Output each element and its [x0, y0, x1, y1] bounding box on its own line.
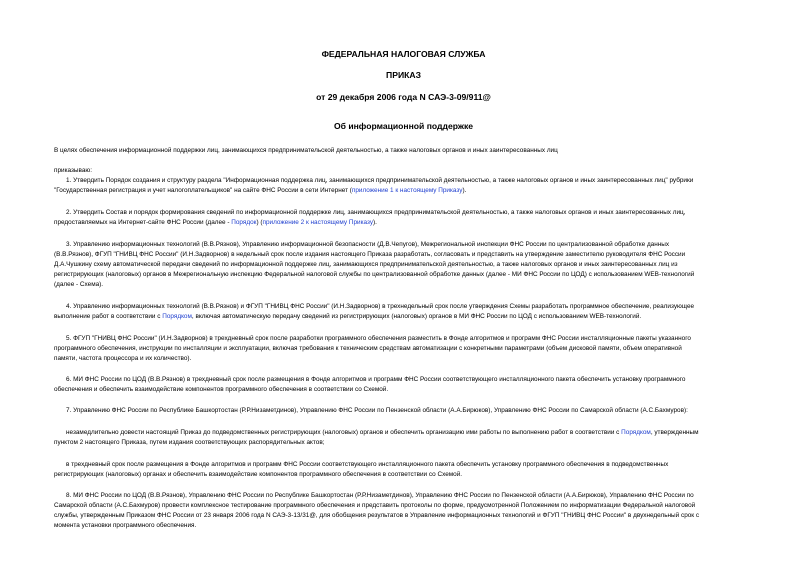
procedure-link[interactable]: Порядком	[162, 313, 192, 320]
agency-title: ФЕДЕРАЛЬНАЯ НАЛОГОВАЯ СЛУЖБА	[321, 49, 486, 59]
paragraph-2-line-1: 2. Утвердить Состав и порядок формирования сведений по информационной поддержке лиц, занимающихся предпринимательской деятельностью, а также налоговых органов и иных заинтересованных лиц,	[66, 209, 686, 216]
paragraph-7-line-1: 7. Управлению ФНС России по Республике Башкортостан (Р.Р.Низаметдинов), Управлению ФНС России по Пензенской области (А.А.Бирюков), Управлению ФНС России по Самарской области (А.С.Бахмуров):	[66, 407, 688, 414]
preamble-text: В целях обеспечения информационной поддержки лиц, занимающихся предпринимательской деятельностью, а также налоговых органов и иных заинтересованных лиц	[54, 147, 558, 154]
paragraph-8-line-3: службы, утвержденным Приказом ФНС России от 23 января 2006 года N САЭ-3-13/31@, для обобщения результатов в Управление информационных технологий и ФГУП "ГНИВЦ ФНС России" в двухнедельный срок с	[54, 512, 700, 519]
paragraph-5-line-1: 5. ФГУП "ГНИВЦ ФНС России" (И.Н.Задворнов) в трехдневный срок после разработки программного обеспечения разместить в Фонде алгоритмов и программ ФНС России инсталляционные пакеты указанного	[66, 335, 691, 342]
paragraph-7b-line-1: в трехдневный срок после размещения в Фонде алгоритмов и программ ФНС России соответствующего инсталляционного пакета обеспечить установку программного обеспечения в подведомственных	[66, 461, 669, 468]
paragraph-4-line-2: выполнение работ в соответствии с Порядком, включая автоматическую передачу сведений из регистрирующих (налоговых) органов в МИ ФНС России по ЦОД с использованием WEB-технологий.	[54, 313, 642, 320]
paragraph-7a-line-1: незамедлительно довести настоящий Приказ до подведомственных регистрирующих (налоговых) органов и обеспечить организацию ими работы по выполнению работ в соответствии с Порядком, утвержденным	[66, 429, 699, 436]
paragraph-7b-line-2: регистрирующих (налоговых) органах и обеспечить взаимодействие компонентов программного обеспечения в соответствии со Схемой.	[54, 471, 463, 478]
paragraph-5-line-2: программного обеспечения, инструкции по инсталляции и эксплуатации, включая требования к техническим средствам автоматизации с конкретными параметрами (объем дисковой памяти, объем оперативной	[54, 345, 682, 352]
paragraph-3-line-3: Д.А.Чушкину схему автоматической передачи сведений по информационной поддержке лиц, занимающихся предпринимательской деятельностью, а также налоговых органов и иных заинтересованных лиц из	[54, 261, 678, 268]
appendix-1-link[interactable]: приложение 1 к настоящему Приказу	[351, 187, 463, 194]
doc-type-title: ПРИКАЗ	[386, 70, 421, 80]
paragraph-6-line-1: 6. МИ ФНС России по ЦОД (В.В.Рязнов) в трехдневный срок после размещения в Фонде алгоритмов и программ ФНС России соответствующего инсталляционного пакета обеспечить установку программного	[66, 376, 686, 383]
paragraph-6-line-2: обеспечения и обеспечить взаимодействие компонентов программного обеспечения в соответствии со Схемой.	[54, 386, 389, 393]
decree-word: приказываю:	[54, 167, 92, 174]
paragraph-8-line-2: Самарской области (А.С.Бахмуров) провести комплексное тестирование программного обеспечения и представить протоколы по форме, предусмотренной Положением по информатизации Федеральной налоговой	[54, 502, 696, 509]
paragraph-5-line-3: памяти, частота процессора и их количество).	[54, 355, 192, 362]
doc-subject: Об информационной поддержке	[333, 121, 474, 131]
paragraph-3-line-5: (далее - Схема).	[54, 281, 104, 288]
paragraph-2-line-2: предоставляемых на Интернет-сайте ФНС России (далее - Порядок) (приложение 2 к настоящему Приказу).	[54, 219, 377, 226]
procedure-link[interactable]: Порядком	[621, 429, 651, 436]
paragraph-1-line-2: "Государственная регистрация и учет налогоплательщиков" на сайте ФНС России в сети Интернет (приложение 1 к настоящему Приказу).	[54, 187, 467, 194]
paragraph-3-line-2: (В.В.Рязнов), ФГУП "ГНИВЦ ФНС России" (И.Н.Задворнов) в недельный срок после издания настоящего Приказа разработать, согласовать и представить на утверждение заместителю руководителя ФНС России	[54, 251, 686, 258]
paragraph-3-line-1: 3. Управлению информационных технологий (В.В.Рязнов), Управлению информационной безопасности (Д.В.Чепугов), Межрегиональной инспекции ФНС России по централизованной обработке данных	[66, 241, 670, 248]
paragraph-4-line-1: 4. Управлению информационных технологий (В.В.Рязнов) и ФГУП "ГНИВЦ ФНС России" (И.Н.Задворнов) в трехнедельный срок после утверждения Схемы разработать программное обеспечение, реализующее	[66, 303, 695, 310]
paragraph-8-line-4: момента установки программного обеспечения.	[54, 522, 197, 529]
appendix-2-link[interactable]: приложение 2 к настоящему Приказу	[262, 219, 374, 226]
procedure-link[interactable]: Порядок	[231, 219, 257, 226]
paragraph-7a-line-2: пунктом 2 настоящего Приказа, путем издания соответствующих распорядительных актов;	[54, 439, 325, 446]
paragraph-3-line-4: регистрирующих (налоговых) органов в Межрегиональную инспекцию Федеральной налоговой службы по централизованной обработке данных (далее - МИ ФНС России по ЦОД) с использованием WEB-технологий	[54, 271, 695, 278]
doc-date-number: от 29 декабря 2006 года N САЭ-3-09/911@	[316, 92, 491, 102]
paragraph-8-line-1: 8. МИ ФНС России по ЦОД (В.В.Рязнов), Управлению ФНС России по Республике Башкортостан (Р.Р.Низаметдинов), Управлению ФНС России по Пензенской области (А.А.Бирюков), Управлению ФНС России по	[66, 492, 694, 499]
paragraph-1-line-1: 1. Утвердить Порядок создания и структуру раздела "Информационная поддержка лиц, занимающихся предпринимательской деятельностью, а также налоговых органов и иных заинтересованных лиц" рубрики	[66, 177, 694, 184]
